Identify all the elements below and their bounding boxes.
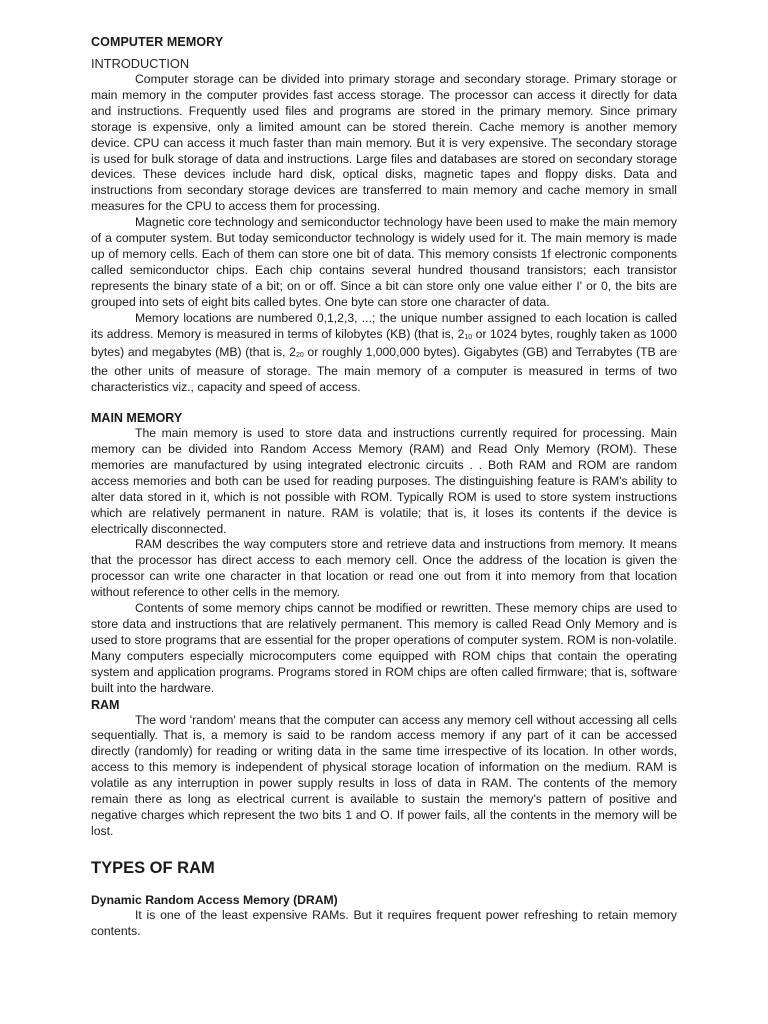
intro-paragraph-3 <box>91 311 677 397</box>
intro-paragraph-3-part-a: Memory locations are numbered 0,1,2,3, ...; the unique number assigned to each location is called its address. Memory is measured in terms of kilobytes (KB) (that is, 2 <box>91 310 677 341</box>
dram-paragraph-1: It is one of the least expensive RAMs. But it requires frequent power refreshing to retain memory contents. <box>91 907 677 938</box>
intro-paragraph-2: Magnetic core technology and semiconductor technology have been used to make the main memory of a computer system. But today semiconductor technology is widely used for it. The main memory is made up of memory cells. Each of them can store one bit of data. This memory consists 1f electronic components called semiconductor chips. Each chip contains several hundred thousand transistors; each transistor represents the binary state of a bit; on or off. Since a bit can store only one value either I' or 0, the bits are grouped into sets of eight bits called bytes. One byte can store one character of data. <box>91 215 677 309</box>
dram-heading: Dynamic Random Access Memory (DRAM) <box>91 892 338 907</box>
document-title: COMPUTER MEMORY <box>91 35 224 49</box>
megabyte-exponent: 20 <box>295 352 304 360</box>
intro-paragraph-1: Computer storage can be divided into primary storage and secondary storage. Primary storage or main memory in the computer provides fast access storage. The processor can access it directly for data and instructions. Frequently used files and programs are stored in the primary memory. Since primary storage is expensive, only a limited amount can be stored therein. Cache memory is another memory device. CPU can access it much faster than main memory. But it is very expensive. The secondary storage is used for bulk storage of data and instructions. Large files and databases are stored on secondary storage devices. These devices include hard disk, optical disks, magnetic tapes and floppy disks. Data and instructions from secondary storage devices are transferred to main memory and cache memory in small measures for the CPU to access them for processing. <box>91 72 677 214</box>
main-memory-paragraph-3: Contents of some memory chips cannot be modified or rewritten. These memory chips are used to store data and instructions that are relatively permanent. This memory is called Read Only Memory and is used to store programs that are essential for the proper operations of computer system. ROM is non-volatile. Many computers especially microcomputers come equipped with ROM chips that contain the operating system and application programs. Programs stored in ROM chips are often called firmware; that is, software built into the hardware. <box>91 601 677 695</box>
intro-paragraph-3-part-b: or 1024 bytes, roughly taken as 1000 bytes) and megabytes (MB) (that is, 2 <box>91 326 677 360</box>
intro-paragraph-3-part-c: or roughly 1,000,000 bytes). Gigabytes (GB) and Terrabytes (TB are the other units of measure of storage. The main memory of a computer is measured in terms of two characteristics viz., capacity and speed of access. <box>91 345 677 395</box>
types-of-ram-heading: TYPES OF RAM <box>91 858 215 877</box>
kilobyte-exponent: 10 <box>464 333 473 341</box>
ram-heading: RAM <box>91 697 120 712</box>
main-memory-paragraph-2: RAM describes the way computers store and retrieve data and instructions from memory. It means that the processor has direct access to each memory cell. Once the address of the location is given the processor can write one character in that location or read one out from it into memory from that location without reference to other cells in the memory. <box>91 537 677 600</box>
ram-paragraph-1: The word 'random' means that the computer can access any memory cell without accessing all cells sequentially. That is, a memory is said to be random access memory if any part of it can be accessed directly (randomly) for reading or writing data in the same time irrespective of its location. In other words, access to this memory is independent of physical storage location of information on the medium. RAM is volatile as any interruption in power supply results in loss of data in RAM. The contents of the memory remain there as long as electrical current is available to sustain the memory's pattern of positive and negative charges which represent the two bits 1 and O. If power fails, all the contents in the memory will be lost. <box>91 712 677 838</box>
introduction-heading: INTRODUCTION <box>91 56 190 71</box>
main-memory-paragraph-1: The main memory is used to store data and instructions currently required for processing. Main memory can be divided into Random Access Memory (RAM) and Read Only Memory (ROM). These memories are manufactured by using integrated electronic circuits . . Both RAM and ROM are random access memories and both can be used for reading purposes. The distinguishing feature is RAM's ability to alter data stored in it, which is not possible with ROM. Typically ROM is used to store system instructions which are relatively permanent in nature. RAM is volatile; that is, it loses its contents if the device is electrically disconnected. <box>91 426 677 536</box>
main-memory-heading: MAIN MEMORY <box>91 411 183 426</box>
